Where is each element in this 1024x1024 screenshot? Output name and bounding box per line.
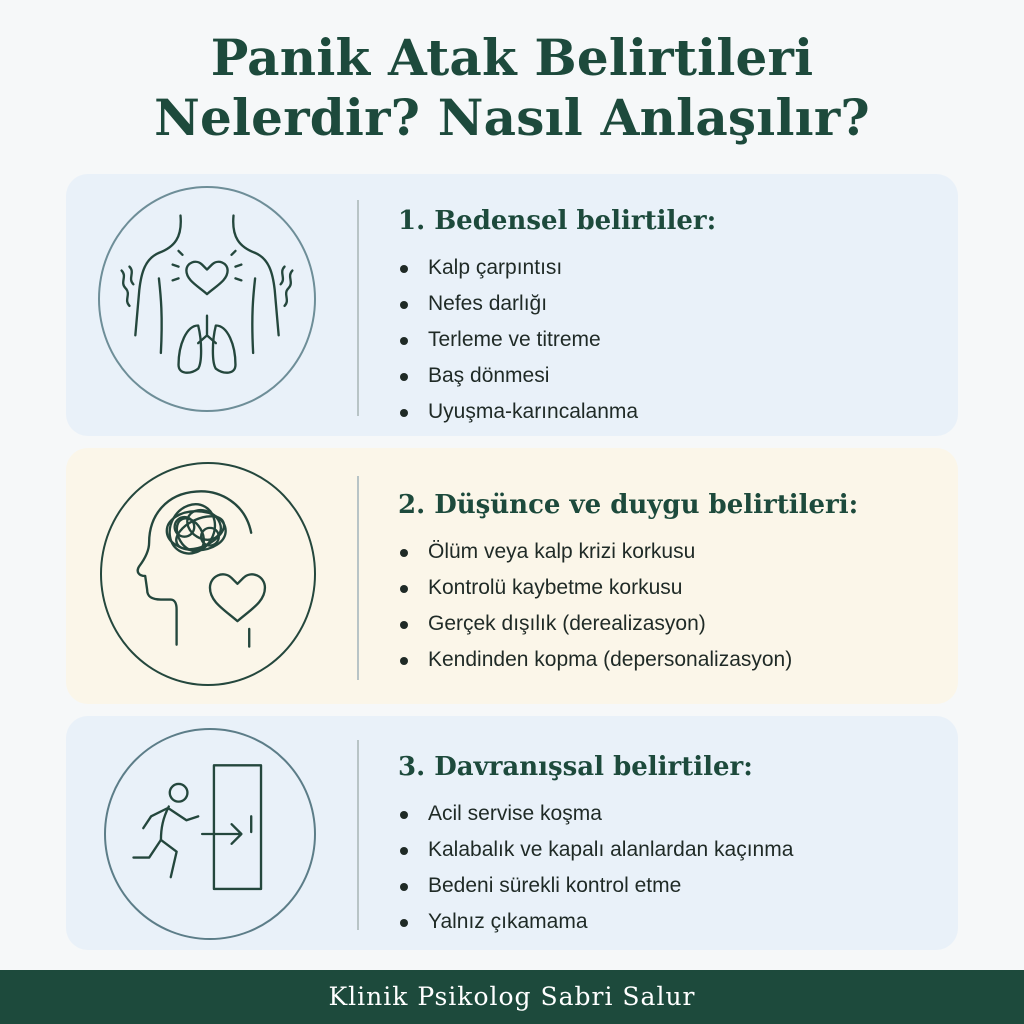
card-divider [357, 740, 359, 930]
card-divider [357, 200, 359, 416]
section-heading: 1. Bedensel belirtiler: [398, 206, 717, 236]
list-item: Kontrolü kaybetme korkusu [398, 570, 858, 606]
card-divider [357, 476, 359, 680]
body-heart-lungs-icon [98, 186, 316, 412]
list-item: Bedeni sürekli kontrol etme [398, 868, 793, 904]
list-item: Yalnız çıkamama [398, 904, 793, 940]
footer-banner [0, 970, 1024, 1024]
list-item: Nefes darlığı [398, 286, 716, 322]
list-item: Ölüm veya kalp krizi korkusu [398, 534, 858, 570]
list-item: Terleme ve titreme [398, 322, 716, 358]
list-item: Gerçek dışılık (derealizasyon) [398, 606, 858, 642]
list-item: Kendinden kopma (depersonalizasyon) [398, 642, 858, 678]
symptom-list [398, 796, 793, 940]
page-title [0, 28, 1024, 148]
footer-text: Klinik Psikolog Sabri Salur [328, 982, 696, 1011]
head-tangled-thoughts-heart-icon [100, 462, 316, 686]
behavioral-content [398, 750, 793, 940]
list-item: Baş dönmesi [398, 358, 716, 394]
title-line-2: Nelerdir? Nasıl Anlaşılır? [154, 88, 870, 147]
symptom-list [398, 534, 858, 678]
list-item: Uyuşma-karıncalanma [398, 394, 716, 430]
title-line-1: Panik Atak Belirtileri [210, 28, 814, 87]
thought-emotion-content [398, 488, 858, 678]
physical-symptoms-content [398, 204, 716, 430]
section-heading: 3. Davranışsal belirtiler: [398, 752, 753, 782]
card-physical-symptoms [66, 174, 958, 436]
list-item: Kalabalık ve kapalı alanlardan kaçınma [398, 832, 793, 868]
card-behavioral-symptoms [66, 716, 958, 950]
symptom-list [398, 250, 716, 430]
running-person-exit-door-icon [104, 728, 316, 940]
list-item: Kalp çarpıntısı [398, 250, 716, 286]
card-thought-emotion-symptoms [66, 448, 958, 704]
list-item: Acil servise koşma [398, 796, 793, 832]
section-heading: 2. Düşünce ve duygu belirtileri: [398, 490, 859, 520]
